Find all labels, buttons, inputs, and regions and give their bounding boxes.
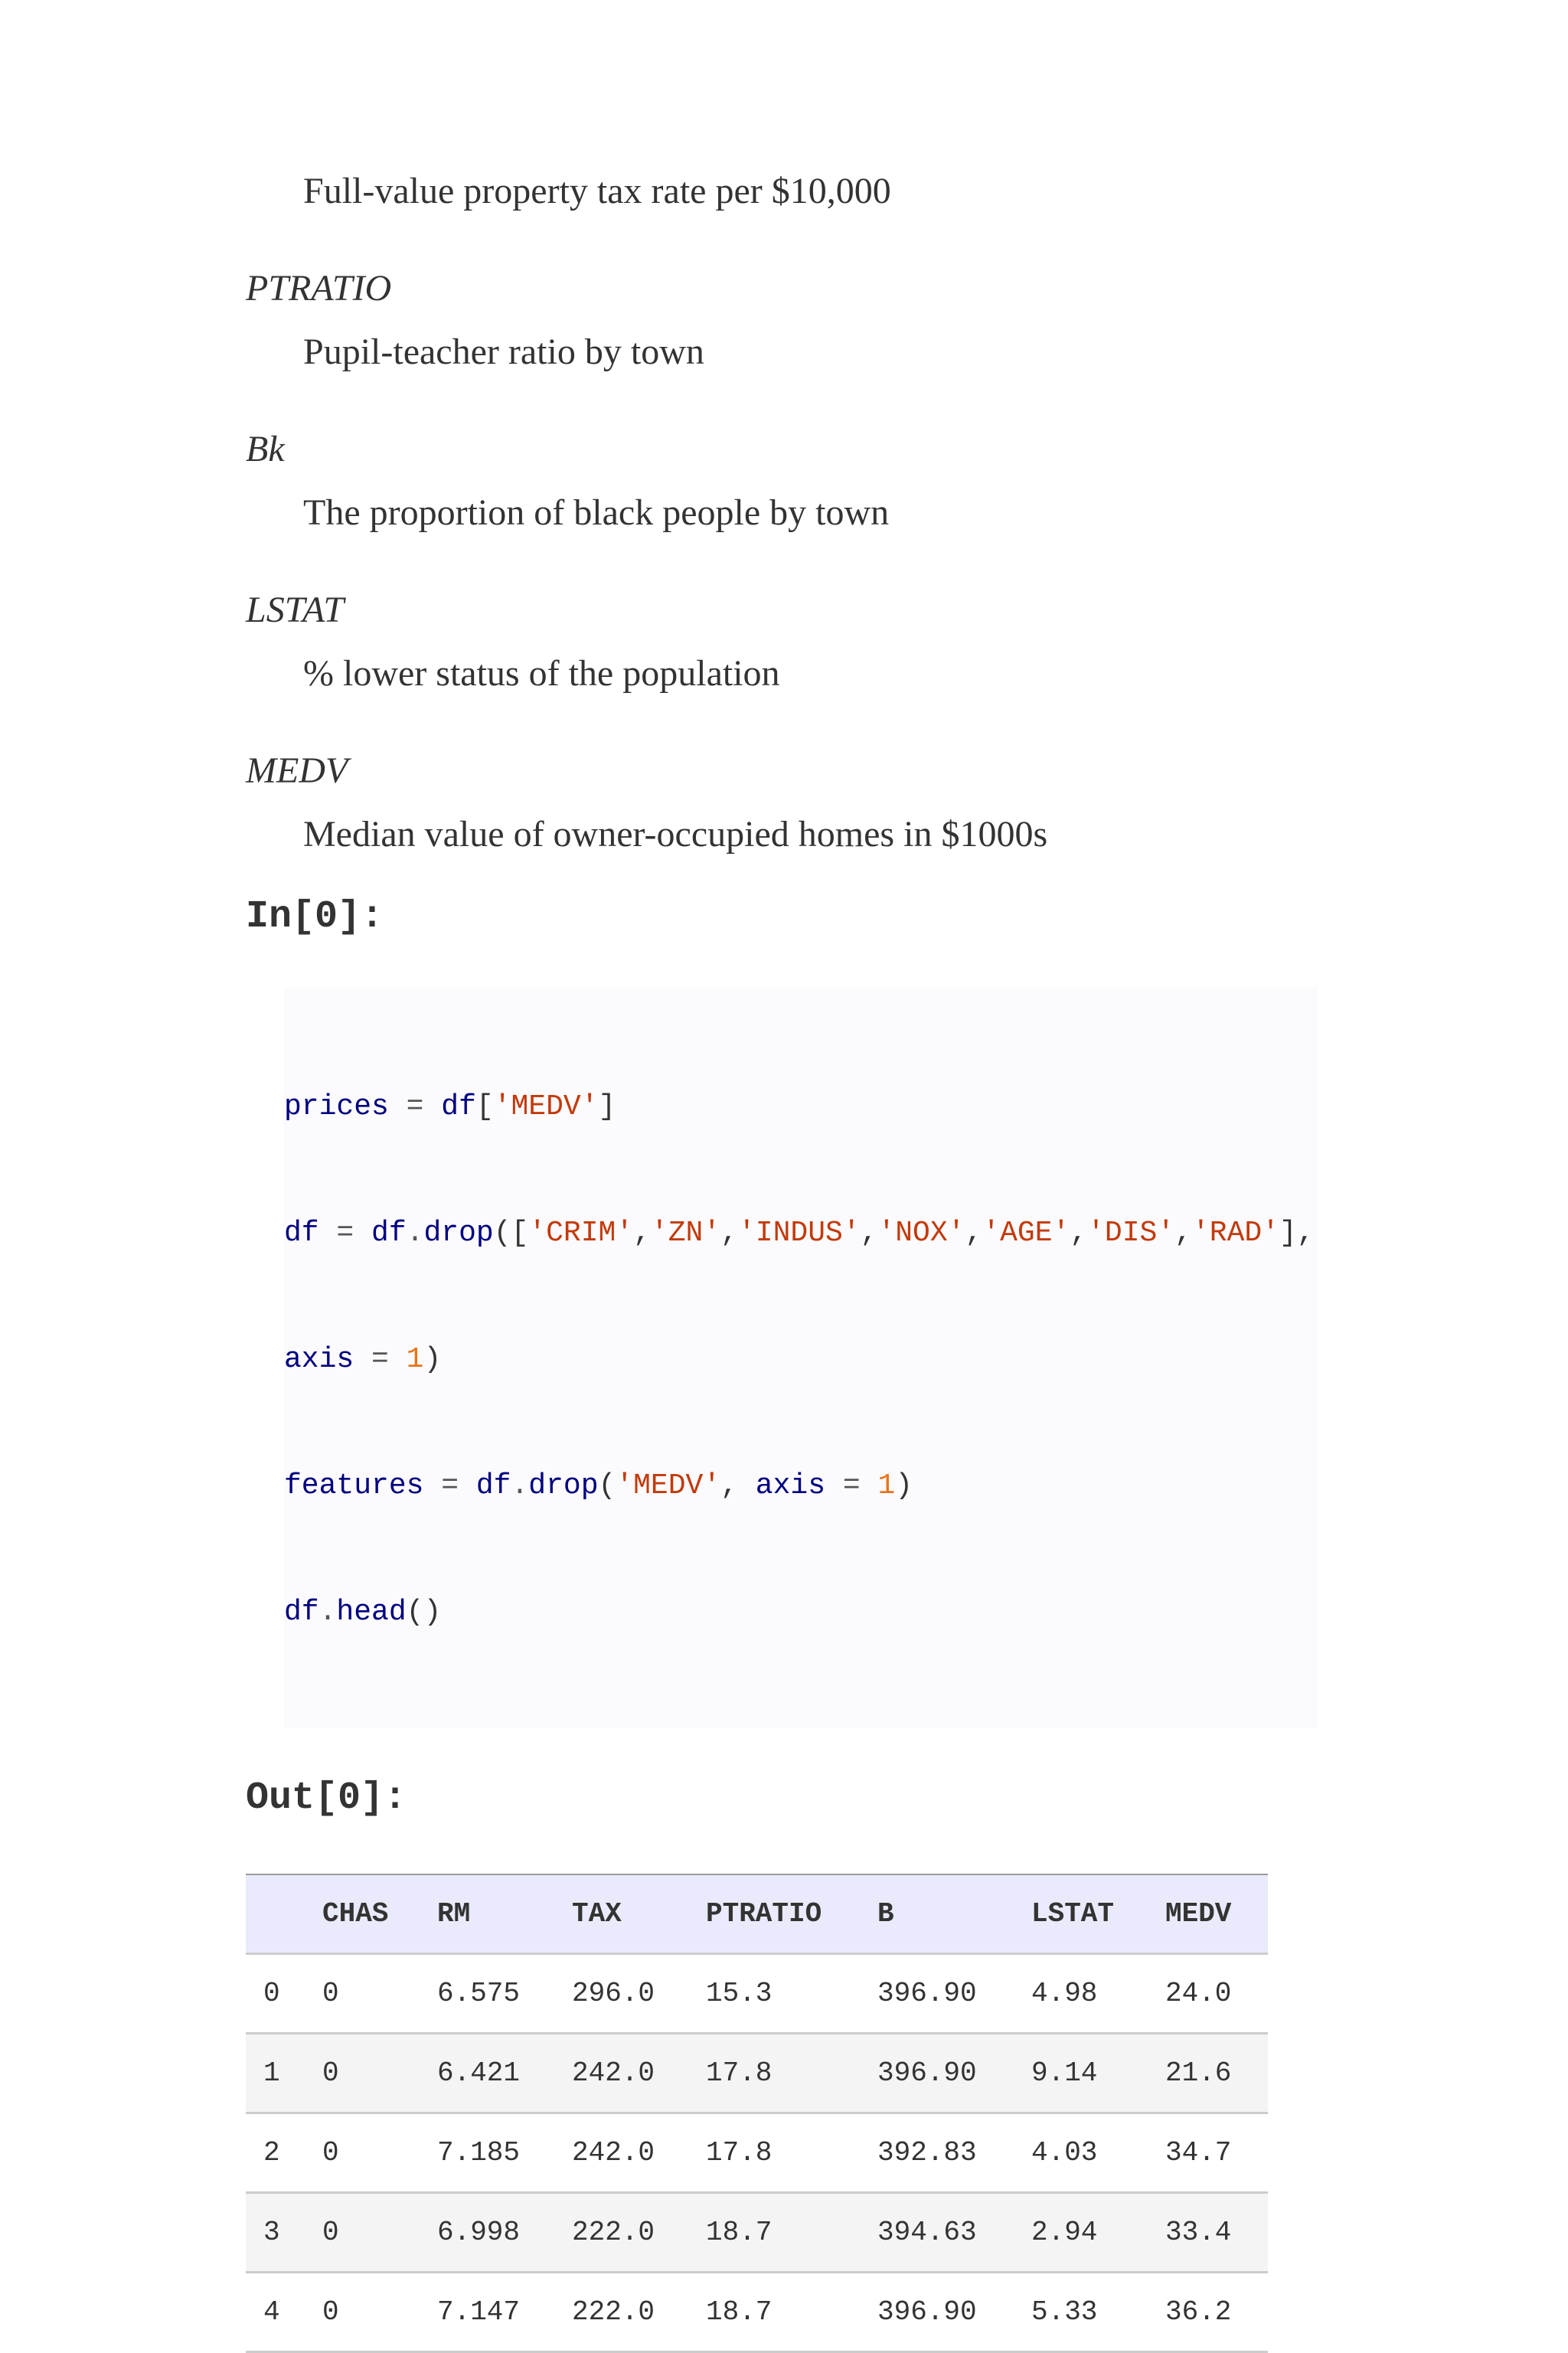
column-header-tax: TAX — [572, 1898, 622, 1930]
table-cell: 15.3 — [706, 1954, 877, 2034]
table-cell: 34.7 — [1165, 2113, 1268, 2193]
code-line: axis = 1) — [284, 1343, 442, 1376]
table-row — [246, 1954, 1268, 2034]
table-row — [246, 2273, 1268, 2352]
glossary-definition-medv: Median value of owner-occupied homes in $1000s — [303, 814, 1048, 855]
notebook-page — [246, 168, 1318, 2353]
column-header-chas: CHAS — [322, 1898, 389, 1930]
table-cell: 4.98 — [1031, 1954, 1165, 2034]
column-header-b: B — [877, 1898, 894, 1930]
output-prompt: Out[0]: — [246, 1776, 407, 1820]
table-header-row — [246, 1874, 1268, 1954]
table-cell: 7.147 — [437, 2273, 572, 2352]
table-cell: 394.63 — [877, 2193, 1031, 2273]
table-cell: 396.90 — [877, 1954, 1031, 2034]
table-cell: 24.0 — [1165, 1954, 1268, 2034]
column-header-medv: MEDV — [1165, 1898, 1232, 1930]
row-index-cell: 4 — [246, 2273, 322, 2352]
table-cell: 6.998 — [437, 2193, 572, 2273]
code-line: df.head() — [284, 1596, 442, 1629]
table-cell: 21.6 — [1165, 2034, 1268, 2113]
table-cell: 396.90 — [877, 2034, 1031, 2113]
table-cell: 0 — [322, 2273, 437, 2352]
column-header-index — [246, 1874, 322, 1954]
table-cell: 36.2 — [1165, 2273, 1268, 2352]
input-prompt: In[0]: — [246, 895, 384, 939]
table-cell: 7.185 — [437, 2113, 572, 2193]
glossary-term-ptratio: PTRATIO — [246, 268, 392, 309]
glossary-term-medv: MEDV — [246, 750, 348, 791]
code-line: df = df.drop(['CRIM','ZN','INDUS','NOX','AGE','DIS','RAD'], — [284, 1217, 1315, 1250]
table-cell: 18.7 — [706, 2193, 877, 2273]
table-cell: 4.03 — [1031, 2113, 1165, 2193]
table-cell: 0 — [322, 1954, 437, 2034]
table-cell: 0 — [322, 2034, 437, 2113]
table-cell: 296.0 — [572, 1954, 706, 2034]
table-cell: 18.7 — [706, 2273, 877, 2352]
glossary-term-lstat: LSTAT — [246, 590, 345, 630]
table-cell: 5.33 — [1031, 2273, 1165, 2352]
table-row — [246, 2113, 1268, 2193]
table-cell: 0 — [322, 2193, 437, 2273]
row-index-cell: 3 — [246, 2193, 322, 2273]
row-index-cell: 2 — [246, 2113, 322, 2193]
column-header-ptratio: PTRATIO — [706, 1898, 822, 1930]
table-row — [246, 2034, 1268, 2113]
glossary-definition-tax: Full-value property tax rate per $10,000 — [303, 171, 891, 211]
table-cell: 0 — [322, 2113, 437, 2193]
column-header-lstat: LSTAT — [1031, 1898, 1115, 1930]
table-cell: 396.90 — [877, 2273, 1031, 2352]
table-cell: 9.14 — [1031, 2034, 1165, 2113]
table-cell: 33.4 — [1165, 2193, 1268, 2273]
column-header-rm: RM — [437, 1898, 471, 1930]
table-cell: 222.0 — [572, 2193, 706, 2273]
table-cell: 242.0 — [572, 2113, 706, 2193]
glossary-definition-lstat: % lower status of the population — [303, 653, 780, 694]
table-cell: 242.0 — [572, 2034, 706, 2113]
table-cell: 17.8 — [706, 2034, 877, 2113]
table-cell: 222.0 — [572, 2273, 706, 2352]
table-cell: 17.8 — [706, 2113, 877, 2193]
code-cell[interactable] — [284, 988, 1318, 1728]
row-index-cell: 1 — [246, 2034, 322, 2113]
output-table — [246, 1874, 1268, 2353]
code-line: features = df.drop('MEDV', axis = 1) — [284, 1469, 913, 1502]
table-cell: 2.94 — [1031, 2193, 1165, 2273]
row-index-cell: 0 — [246, 1954, 322, 2034]
code-line: prices = df['MEDV'] — [284, 1090, 616, 1123]
table-cell: 6.575 — [437, 1954, 572, 2034]
glossary-definition-ptratio: Pupil-teacher ratio by town — [303, 332, 704, 372]
table-row — [246, 2193, 1268, 2273]
glossary-term-bk: Bk — [246, 429, 285, 469]
glossary-definition-bk: The proportion of black people by town — [303, 492, 890, 533]
table-cell: 392.83 — [877, 2113, 1031, 2193]
table-cell: 6.421 — [437, 2034, 572, 2113]
